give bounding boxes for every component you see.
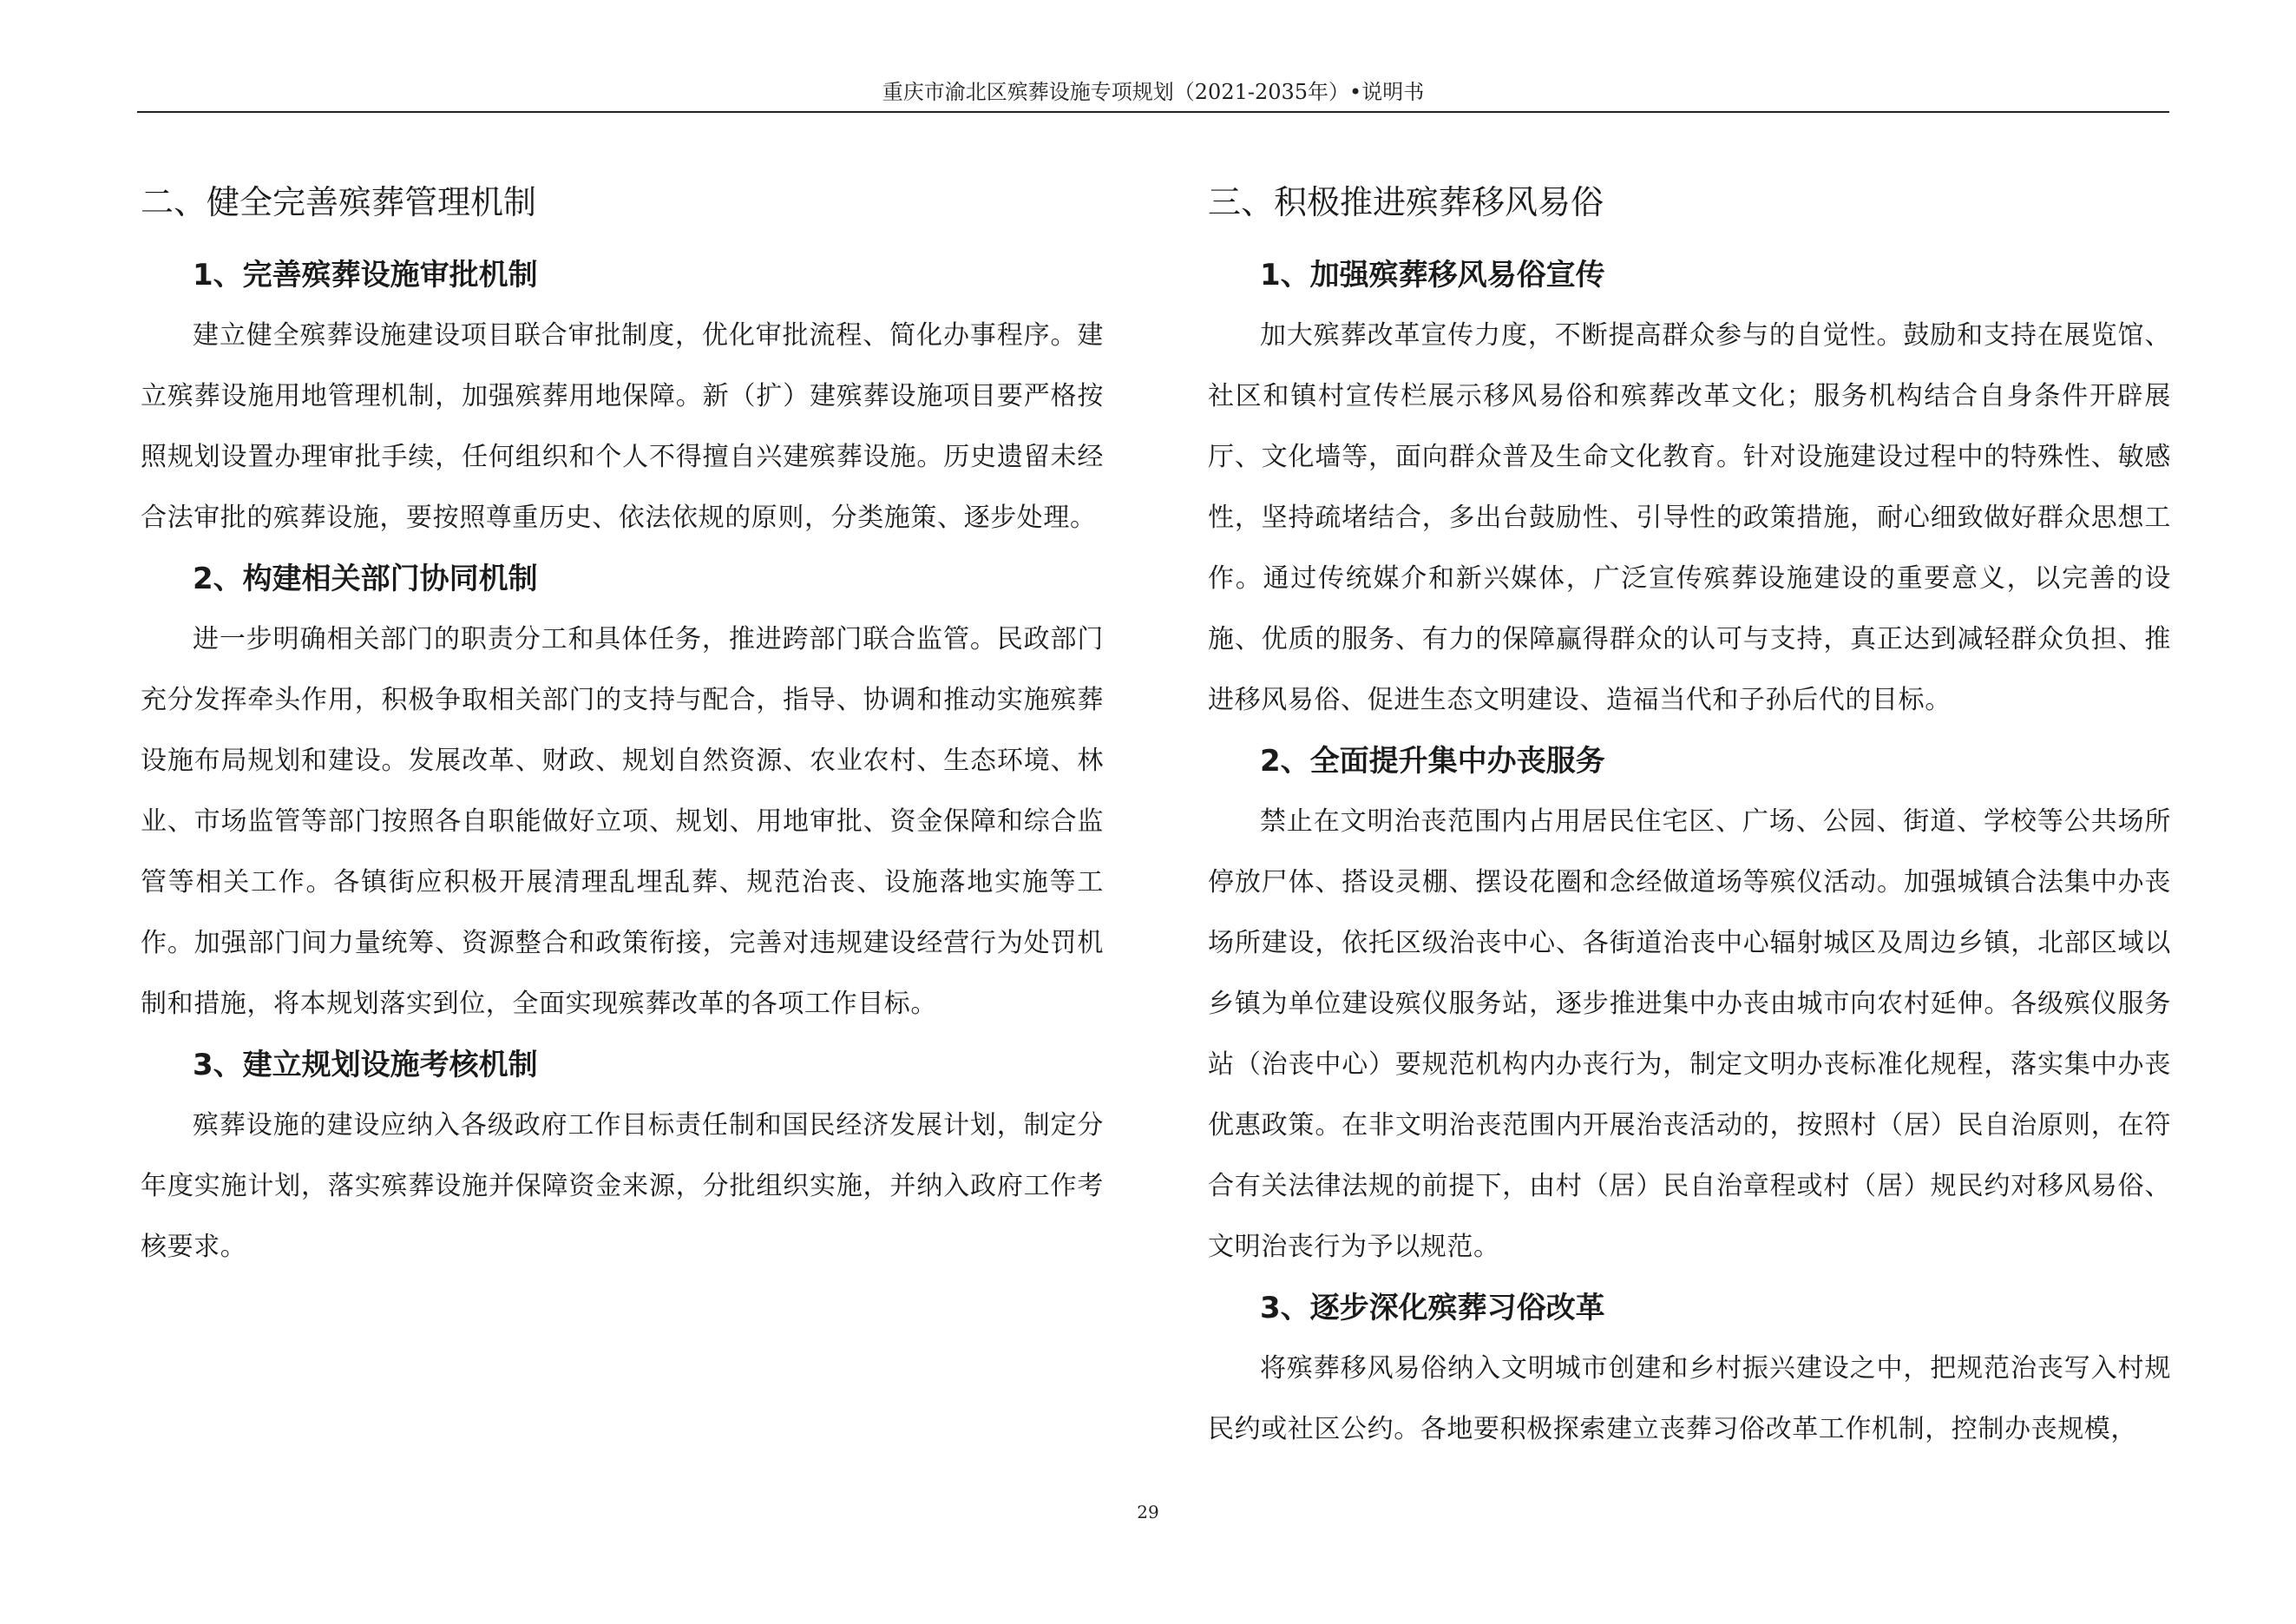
body-paragraph: 将殡葬移风易俗纳入文明城市创建和乡村振兴建设之中，把规范治丧写入村规民约或社区公约。各地要积极探索建立丧葬习俗改革工作机制，控制办丧规模， [1208, 1353, 2171, 1444]
left-column [141, 174, 1104, 1278]
body-paragraph: 加大殡葬改革宣传力度，不断提高群众参与的自觉性。鼓励和支持在展览馆、社区和镇村宣传栏展示移风易俗和殡葬改革文化；服务机构结合自身条件开辟展厅、文化墙等，面向群众普及生命文化教育。针对设施建设过程中的特殊性、敏感性，坚持疏堵结合，多出台鼓励性、引导性的政策措施，耐心细致做好群众思想工作。通过传统媒介和新兴媒体，广泛宣传殡葬设施建设的重要意义，以完善的设施、优质的服务、有力的保障赢得群众的认可与支持，真正达到减轻群众负担、推进移风易俗、促进生态文明建设、造福当代和子孙后代的目标。 [1208, 320, 2171, 715]
body-paragraph: 进一步明确相关部门的职责分工和具体任务，推进跨部门联合监管。民政部门充分发挥牵头作用，积极争取相关部门的支持与配合，指导、协调和推动实施殡葬设施布局规划和建设。发展改革、财政、规划自然资源、农业农村、生态环境、林业、市场监管等部门按照各自职能做好立项、规划、用地审批、资金保障和综合监管等相关工作。各镇街应积极开展清理乱埋乱葬、规范治丧、设施落地实施等工作。加强部门间力量统筹、资源整合和政策衔接，完善对违规建设经营行为处罚机制和措施，将本规划落实到位，全面实现殡葬改革的各项工作目标。 [141, 624, 1104, 1019]
section-title: 3、逐步深化殡葬习俗改革 [1260, 1291, 1605, 1325]
page-number: 29 [1137, 1502, 1159, 1522]
body-paragraph: 殡葬设施的建设应纳入各级政府工作目标责任制和国民经济发展计划，制定分年度实施计划，落实殡葬设施并保障资金来源，分批组织实施，并纳入政府工作考核要求。 [141, 1110, 1104, 1262]
running-header: 重庆市渝北区殡葬设施专项规划（2021-2035年）•说明书 [882, 80, 1425, 104]
section-title: 1、完善殡葬设施审批机制 [193, 258, 538, 293]
chapter-heading-left: 二、健全完善殡葬管理机制 [141, 183, 537, 221]
body-paragraph: 禁止在文明治丧范围内占用居民住宅区、广场、公园、街道、学校等公共场所停放尸体、搭设灵棚、摆设花圈和念经做道场等殡仪活动。加强城镇合法集中办丧场所建设，依托区级治丧中心、各街道治丧中心辐射城区及周边乡镇，北部区域以乡镇为单位建设殡仪服务站，逐步推进集中办丧由城市向农村延伸。各级殡仪服务站（治丧中心）要规范机构内办丧行为，制定文明办丧标准化规程，落实集中办丧优惠政策。在非文明治丧范围内开展治丧活动的，按照村（居）民自治原则，在符合有关法律法规的前提下，由村（居）民自治章程或村（居）规民约对移风易俗、文明治丧行为予以规范。 [1208, 806, 2171, 1262]
right-column [1208, 174, 2171, 1460]
section-title: 1、加强殡葬移风易俗宣传 [1260, 258, 1605, 293]
chapter-heading-right: 三、积极推进殡葬移风易俗 [1208, 183, 1604, 221]
section-title: 2、全面提升集中办丧服务 [1260, 744, 1605, 779]
section-title: 2、构建相关部门协同机制 [193, 562, 538, 596]
section-title: 3、建立规划设施考核机制 [193, 1048, 538, 1082]
body-paragraph: 建立健全殡葬设施建设项目联合审批制度，优化审批流程、简化办事程序。建立殡葬设施用地管理机制，加强殡葬用地保障。新（扩）建殡葬设施项目要严格按照规划设置办理审批手续，任何组织和个人不得擅自兴建殡葬设施。历史遗留未经合法审批的殡葬设施，要按照尊重历史、依法依规的原则，分类施策、逐步处理。 [141, 320, 1104, 533]
header-divider [137, 111, 2169, 113]
